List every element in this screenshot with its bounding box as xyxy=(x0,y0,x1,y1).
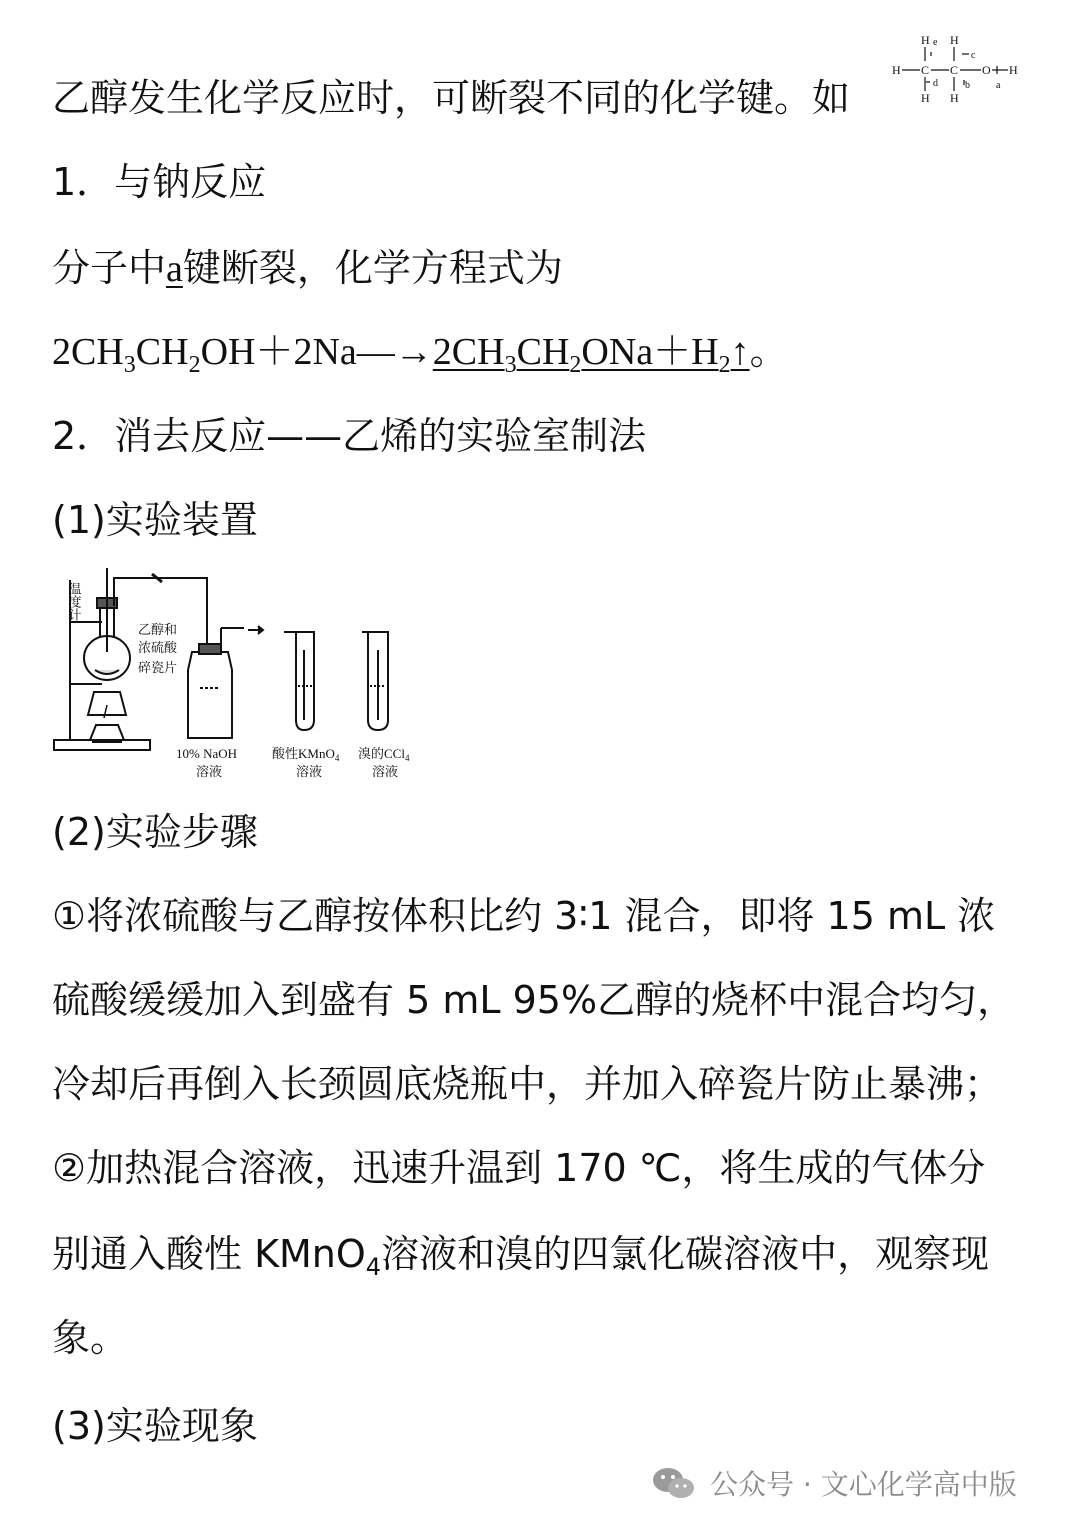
step-line-2-text: 硫酸缓缓加入到盛有 5 mL 95%乙醇的烧杯中混合均匀， xyxy=(52,978,1016,1022)
step-line-2 xyxy=(52,978,1015,1022)
naoh-label-2: 溶液 xyxy=(196,764,223,779)
phenomena-heading xyxy=(52,1404,258,1448)
flask-label-2: 浓硫酸 xyxy=(138,640,178,655)
step-line-1-text: ①将浓硫酸与乙醇按体积比约 3∶1 混合，即将 15 mL 浓 xyxy=(52,894,996,938)
step-line-5-sub: 4 xyxy=(365,1253,382,1281)
ccl4-label-2: 溶液 xyxy=(372,764,399,779)
product-3: ONa＋H xyxy=(581,331,719,373)
apparatus-heading-text: (1)实验装置 xyxy=(52,498,258,542)
product-2: CH xyxy=(516,331,570,373)
step-line-1 xyxy=(52,894,995,938)
step-line-3 xyxy=(52,1062,1002,1106)
product-sub-2: 2 xyxy=(569,352,582,378)
description-suffix: 键断裂，化学方程式为 xyxy=(182,246,563,290)
equation-left-sub-1: 3 xyxy=(123,352,136,378)
step-line-5-a: 别通入酸性 KMnO xyxy=(52,1232,366,1276)
equation-left-sub-2: 2 xyxy=(188,352,201,378)
sodium-equation xyxy=(52,330,788,378)
product-sub-1: 3 xyxy=(504,352,517,378)
kmno4-label-sub: 4 xyxy=(334,753,340,763)
equation-left-1: 2CH xyxy=(52,331,124,373)
ccl4-label-main: 溴的CCl xyxy=(358,746,405,761)
intro-line xyxy=(52,76,850,120)
flask-label-1: 乙醇和 xyxy=(138,622,178,637)
ethanol-structure-formula xyxy=(890,30,1030,110)
formula-h-top-2: H xyxy=(950,33,959,47)
step-line-5-b: 溶液和溴的四氯化碳溶液中，观察现 xyxy=(381,1232,990,1276)
formula-h-right: H xyxy=(1009,63,1018,77)
step-line-5 xyxy=(52,1232,990,1281)
kmno4-label-main: 酸性KMnO xyxy=(272,746,335,761)
gas-arrow: ↑ xyxy=(730,331,750,373)
product-1: 2CH xyxy=(432,331,505,373)
description-prefix: 分子中 xyxy=(52,246,167,290)
formula-b-label: b xyxy=(965,80,970,91)
bond-a-answer: a xyxy=(166,248,183,290)
ccl4-label xyxy=(358,746,410,763)
equation-left-2: CH xyxy=(135,331,189,373)
step-line-6-text: 象。 xyxy=(52,1316,129,1360)
equation-left-3: OH＋2Na—→ xyxy=(200,331,433,373)
kmno4-label-2: 溶液 xyxy=(296,764,323,779)
formula-h-bottom-2: H xyxy=(950,91,959,105)
formula-carbon-2: C xyxy=(950,63,959,77)
thermometer-label: 温度计 xyxy=(66,582,82,621)
formula-e-label: e xyxy=(933,37,938,48)
formula-oxygen: O xyxy=(982,63,991,77)
equation-products-answer xyxy=(432,331,750,378)
product-sub-3: 2 xyxy=(718,352,731,378)
section1-title-text: 1．与钠反应 xyxy=(52,160,267,204)
step-line-3-text: 冷却后再倒入长颈圆底烧瓶中，并加入碎瓷片防止暴沸； xyxy=(52,1062,1003,1106)
formula-h-top-1: H xyxy=(921,33,930,47)
apparatus-heading xyxy=(52,498,258,542)
step-line-4-text: ②加热混合溶液，迅速升温到 170 ℃，将生成的气体分 xyxy=(52,1146,986,1190)
equation-end: 。 xyxy=(749,331,788,373)
kmno4-label xyxy=(272,746,340,763)
formula-d-label: d xyxy=(933,78,938,89)
section1-title xyxy=(52,160,266,204)
formula-h-left: H xyxy=(892,63,901,77)
formula-c-label: c xyxy=(971,50,976,61)
section1-description xyxy=(52,246,563,291)
ethylene-apparatus-diagram xyxy=(52,560,432,790)
section2-title-text: 2．消去反应——乙烯的实验室制法 xyxy=(52,414,647,458)
intro-text: 乙醇发生化学反应时，可断裂不同的化学键。如 xyxy=(52,76,851,120)
phenomena-heading-text: (3)实验现象 xyxy=(52,1404,258,1448)
step-line-4 xyxy=(52,1146,985,1190)
watermark xyxy=(650,1458,1017,1508)
section2-title xyxy=(52,414,646,458)
step-line-6 xyxy=(52,1316,128,1360)
naoh-label-1: 10% NaOH xyxy=(176,746,238,761)
ccl4-label-sub: 4 xyxy=(404,753,410,763)
formula-carbon-1: C xyxy=(921,63,930,77)
flask-label-3: 碎瓷片 xyxy=(138,660,178,675)
formula-h-bottom-1: H xyxy=(921,91,930,105)
wechat-icon xyxy=(650,1463,698,1503)
watermark-text: 公众号 · 文心化学高中版 xyxy=(710,1468,1017,1501)
formula-a-label: a xyxy=(996,80,1001,91)
steps-heading-text: (2)实验步骤 xyxy=(52,810,258,854)
steps-heading xyxy=(52,810,258,854)
